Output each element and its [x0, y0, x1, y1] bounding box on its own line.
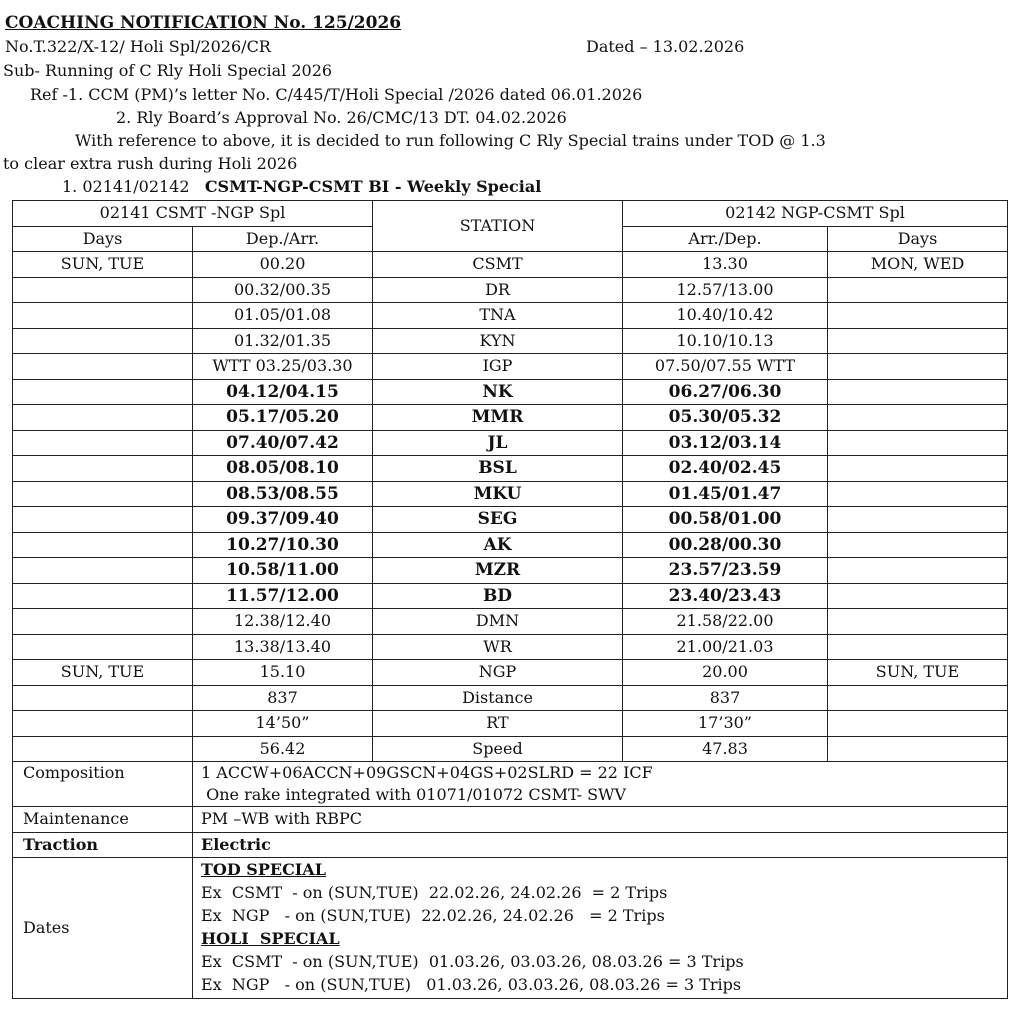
days-up-cell [828, 711, 1008, 737]
days-up-cell [828, 405, 1008, 431]
tod-ex-ngp: Ex NGP - on (SUN,TUE) 22.02.26, 24.02.26 = 2 Trips [201, 906, 665, 925]
station-cell: WR [373, 634, 623, 660]
table-row [13, 277, 1008, 303]
station-cell: MMR [373, 405, 623, 431]
days-down-cell [13, 405, 193, 431]
reference-number: No.T.322/X-12/ Holi Spl/2026/CR [5, 37, 271, 56]
arr-dep-up-cell: 00.58/01.00 [623, 507, 828, 533]
days-up-cell [828, 328, 1008, 354]
holi-special-heading: HOLI SPECIAL [201, 929, 340, 948]
dep-arr-down-cell: 05.17/05.20 [193, 405, 373, 431]
body-text-1: With reference to above, it is decided to run following C Rly Special trains under TOD @ 1.3 [75, 131, 826, 150]
arr-dep-up-cell: 17’30” [623, 711, 828, 737]
days-up-cell [828, 558, 1008, 584]
arr-dep-up-cell: 23.40/23.43 [623, 583, 828, 609]
days-up-cell [828, 736, 1008, 762]
subject: Sub- Running of C Rly Holi Special 2026 [3, 61, 333, 80]
days-up-cell [828, 456, 1008, 482]
notification-title: COACHING NOTIFICATION No. 125/2026 [5, 13, 402, 33]
days-down-cell [13, 711, 193, 737]
arr-dep-up-cell: 20.00 [623, 660, 828, 686]
dep-arr-down-cell: 01.32/01.35 [193, 328, 373, 354]
arr-dep-up-cell: 01.45/01.47 [623, 481, 828, 507]
days-up-cell [828, 609, 1008, 635]
maintenance-row [13, 807, 1008, 833]
days-up-cell: SUN, TUE [828, 660, 1008, 686]
arr-dep-up-cell: 837 [623, 685, 828, 711]
days-down-cell [13, 277, 193, 303]
station-cell: KYN [373, 328, 623, 354]
dep-arr-down-cell: 08.05/08.10 [193, 456, 373, 482]
table-row [13, 558, 1008, 584]
days-up-cell [828, 430, 1008, 456]
days-up-cell [828, 532, 1008, 558]
col-arr-dep: Arr./Dep. [623, 226, 828, 252]
dep-arr-down-cell: 00.32/00.35 [193, 277, 373, 303]
traction-label: Traction [13, 832, 193, 858]
train-down-header: 02141 CSMT -NGP Spl [13, 201, 373, 227]
dep-arr-down-cell: 07.40/07.42 [193, 430, 373, 456]
days-up-cell [828, 303, 1008, 329]
arr-dep-up-cell: 13.30 [623, 252, 828, 278]
dep-arr-down-cell: 00.20 [193, 252, 373, 278]
holi-ex-ngp: Ex NGP - on (SUN,TUE) 01.03.26, 03.03.26, 08.03.26 = 3 Trips [201, 975, 742, 994]
days-down-cell [13, 507, 193, 533]
tod-special-heading: TOD SPECIAL [201, 860, 326, 879]
days-down-cell [13, 558, 193, 584]
days-down-cell [13, 430, 193, 456]
header-row-1 [13, 201, 1008, 227]
station-cell: NK [373, 379, 623, 405]
table-row [13, 303, 1008, 329]
traction-value: Electric [193, 832, 1008, 858]
table-row [13, 456, 1008, 482]
table-row [13, 609, 1008, 635]
dep-arr-down-cell: 11.57/12.00 [193, 583, 373, 609]
station-cell: TNA [373, 303, 623, 329]
table-row [13, 685, 1008, 711]
days-up-cell [828, 507, 1008, 533]
station-cell: DR [373, 277, 623, 303]
dep-arr-down-cell: 14’50” [193, 711, 373, 737]
dates-value [193, 858, 1008, 999]
station-cell: BSL [373, 456, 623, 482]
arr-dep-up-cell: 05.30/05.32 [623, 405, 828, 431]
holi-ex-csmt: Ex CSMT - on (SUN,TUE) 01.03.26, 03.03.26, 08.03.26 = 3 Trips [201, 952, 744, 971]
table-row [13, 634, 1008, 660]
train-up-header: 02142 NGP-CSMT Spl [623, 201, 1008, 227]
table-row [13, 532, 1008, 558]
arr-dep-up-cell: 00.28/00.30 [623, 532, 828, 558]
composition-line-1: 1 ACCW+06ACCN+09GSCN+04GS+02SLRD = 22 ICF [201, 763, 653, 782]
station-cell: JL [373, 430, 623, 456]
days-up-cell [828, 354, 1008, 380]
station-cell: Speed [373, 736, 623, 762]
days-down-cell [13, 354, 193, 380]
arr-dep-up-cell: 07.50/07.55 WTT [623, 354, 828, 380]
days-down-cell [13, 328, 193, 354]
station-cell: SEG [373, 507, 623, 533]
days-up-cell [828, 277, 1008, 303]
col-days-down: Days [13, 226, 193, 252]
station-cell: NGP [373, 660, 623, 686]
station-cell: DMN [373, 609, 623, 635]
reference-2: 2. Rly Board’s Approval No. 26/CMC/13 DT. 04.02.2026 [116, 108, 567, 127]
dep-arr-down-cell: 04.12/04.15 [193, 379, 373, 405]
traction-row [13, 832, 1008, 858]
days-up-cell [828, 583, 1008, 609]
table-row [13, 736, 1008, 762]
table-row [13, 481, 1008, 507]
dep-arr-down-cell: 15.10 [193, 660, 373, 686]
station-cell: IGP [373, 354, 623, 380]
dep-arr-down-cell: 10.27/10.30 [193, 532, 373, 558]
table-row [13, 379, 1008, 405]
arr-dep-up-cell: 10.10/10.13 [623, 328, 828, 354]
maintenance-label: Maintenance [13, 807, 193, 833]
days-up-cell [828, 634, 1008, 660]
dep-arr-down-cell: WTT 03.25/03.30 [193, 354, 373, 380]
tod-ex-csmt: Ex CSMT - on (SUN,TUE) 22.02.26, 24.02.26 = 2 Trips [201, 883, 668, 902]
dates-label: Dates [13, 858, 193, 999]
col-dep-arr: Dep./Arr. [193, 226, 373, 252]
days-up-cell [828, 481, 1008, 507]
dep-arr-down-cell: 09.37/09.40 [193, 507, 373, 533]
days-down-cell [13, 303, 193, 329]
table-row [13, 711, 1008, 737]
arr-dep-up-cell: 03.12/03.14 [623, 430, 828, 456]
days-up-cell [828, 685, 1008, 711]
col-days-up: Days [828, 226, 1008, 252]
table-row [13, 354, 1008, 380]
table-row [13, 405, 1008, 431]
days-down-cell [13, 685, 193, 711]
table-row [13, 507, 1008, 533]
composition-value [193, 762, 1008, 807]
days-down-cell [13, 634, 193, 660]
dep-arr-down-cell: 837 [193, 685, 373, 711]
station-cell: Distance [373, 685, 623, 711]
days-down-cell: SUN, TUE [13, 660, 193, 686]
section-title: CSMT-NGP-CSMT BI - Weekly Special [204, 177, 542, 196]
days-down-cell [13, 736, 193, 762]
days-down-cell: SUN, TUE [13, 252, 193, 278]
station-cell: AK [373, 532, 623, 558]
reference-1: Ref -1. CCM (PM)’s letter No. C/445/T/Holi Special /2026 dated 06.01.2026 [30, 85, 643, 104]
section-heading [62, 177, 541, 197]
arr-dep-up-cell: 21.58/22.00 [623, 609, 828, 635]
station-header: STATION [373, 201, 623, 252]
dep-arr-down-cell: 01.05/01.08 [193, 303, 373, 329]
station-cell: MZR [373, 558, 623, 584]
table-row [13, 660, 1008, 686]
composition-line-2: One rake integrated with 01071/01072 CSMT- SWV [201, 785, 627, 804]
timetable [12, 200, 1008, 999]
table-row [13, 583, 1008, 609]
days-up-cell: MON, WED [828, 252, 1008, 278]
dated: Dated – 13.02.2026 [586, 37, 745, 56]
station-cell: RT [373, 711, 623, 737]
days-down-cell [13, 532, 193, 558]
arr-dep-up-cell: 10.40/10.42 [623, 303, 828, 329]
days-down-cell [13, 583, 193, 609]
dep-arr-down-cell: 13.38/13.40 [193, 634, 373, 660]
composition-row [13, 762, 1008, 807]
days-down-cell [13, 481, 193, 507]
days-down-cell [13, 609, 193, 635]
body-text-2: to clear extra rush during Holi 2026 [3, 154, 298, 173]
arr-dep-up-cell: 12.57/13.00 [623, 277, 828, 303]
table-row [13, 430, 1008, 456]
days-down-cell [13, 456, 193, 482]
arr-dep-up-cell: 02.40/02.45 [623, 456, 828, 482]
dep-arr-down-cell: 56.42 [193, 736, 373, 762]
arr-dep-up-cell: 47.83 [623, 736, 828, 762]
days-down-cell [13, 379, 193, 405]
arr-dep-up-cell: 06.27/06.30 [623, 379, 828, 405]
dep-arr-down-cell: 08.53/08.55 [193, 481, 373, 507]
station-cell: MKU [373, 481, 623, 507]
arr-dep-up-cell: 21.00/21.03 [623, 634, 828, 660]
dep-arr-down-cell: 12.38/12.40 [193, 609, 373, 635]
days-up-cell [828, 379, 1008, 405]
composition-label: Composition [13, 762, 193, 807]
section-number: 1. 02141/02142 [62, 177, 190, 196]
station-cell: BD [373, 583, 623, 609]
arr-dep-up-cell: 23.57/23.59 [623, 558, 828, 584]
table-row [13, 252, 1008, 278]
dep-arr-down-cell: 10.58/11.00 [193, 558, 373, 584]
station-cell: CSMT [373, 252, 623, 278]
table-row [13, 328, 1008, 354]
maintenance-value: PM –WB with RBPC [193, 807, 1008, 833]
dates-row [13, 858, 1008, 999]
